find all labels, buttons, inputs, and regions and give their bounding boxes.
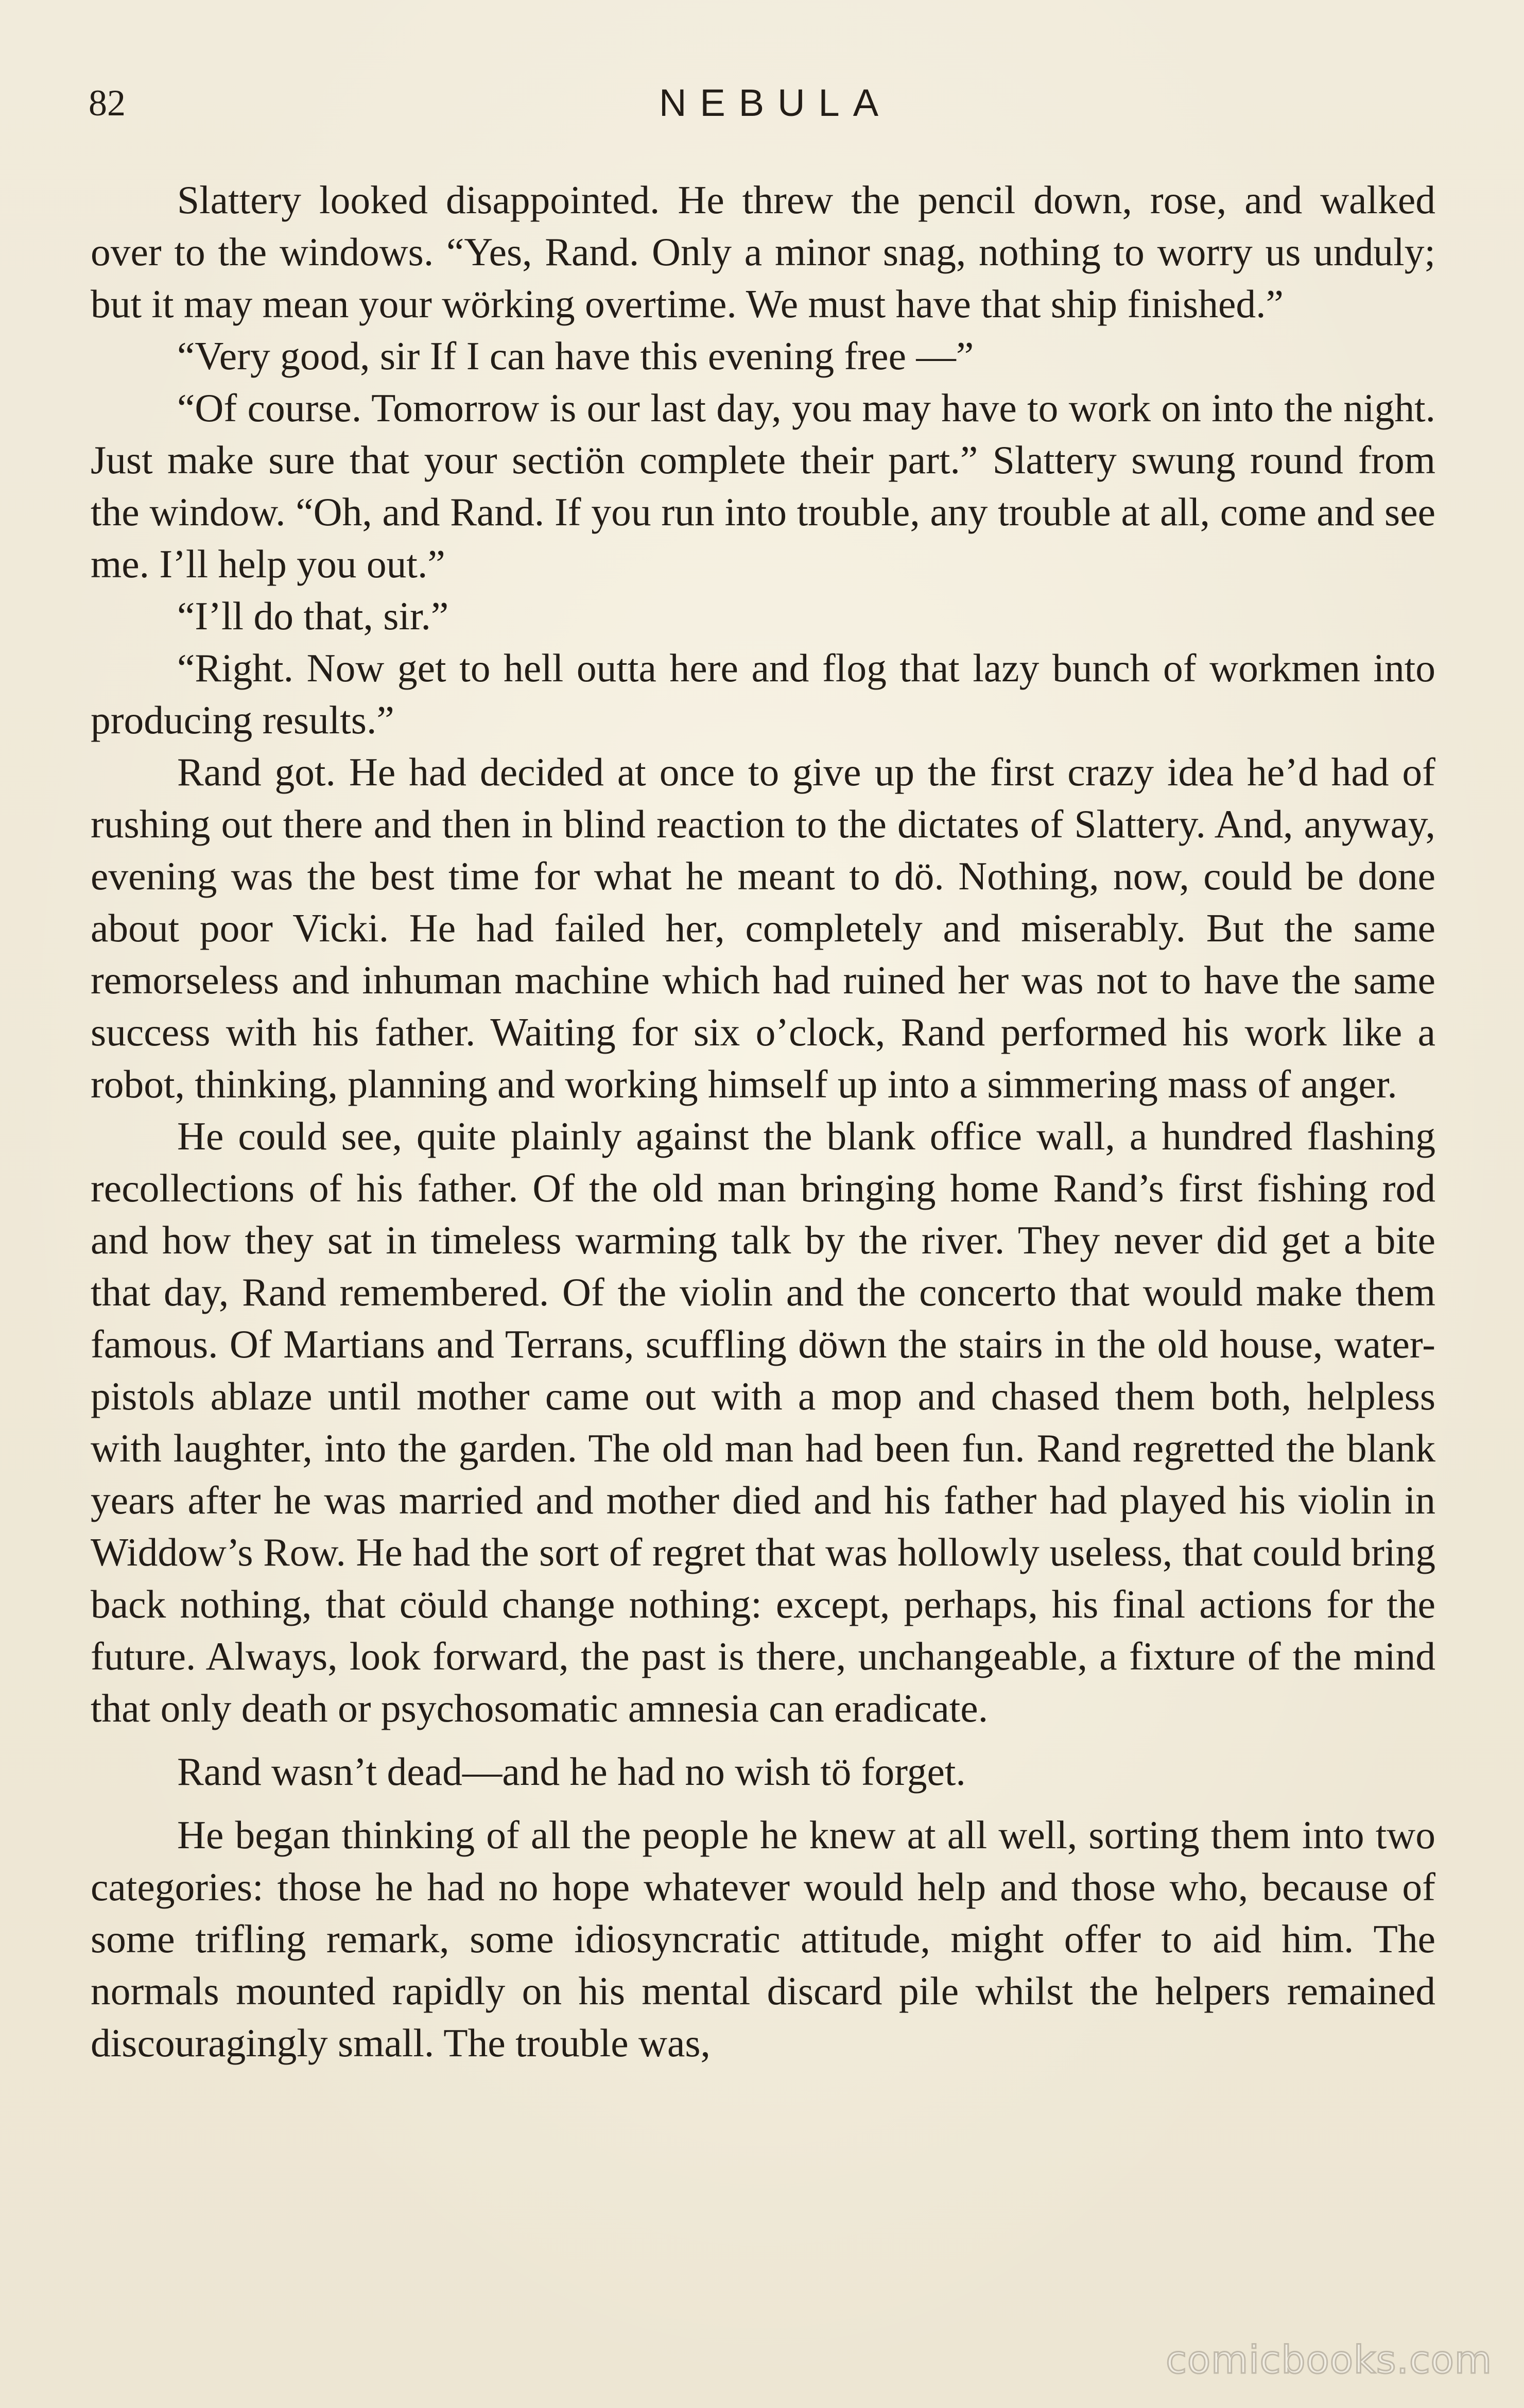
paragraph: “I’ll do that, sir.” xyxy=(177,594,449,638)
page-header xyxy=(89,77,1431,134)
watermark: comicbooks.com xyxy=(1166,2338,1492,2382)
paragraph: “Of course. Tomorrow is our last day, you may have to work on into the night. Just make sure that your sectiön complete their part.” Slattery swung round from the window. “Oh, and Rand. If you run into trouble, any trouble at all, come and see me. I’ll help you out.” xyxy=(91,386,1435,586)
paragraph: Rand wasn’t dead—and he had no wish tö forget. xyxy=(177,1749,966,1794)
paragraph: Rand got. He had decided at once to give up the first crazy idea he’d had of rushing out there and then in blind reaction to the dictates of Slattery. And, anyway, evening was the best time for what he meant to dö. Nothing, now, could be done about poor Vicki. He had failed her, completely and miserably. But the same remorseless and inhuman machine which had ruined her was not to have the same success with his father. Waiting for six o’clock, Rand performed his work like a robot, thinking, planning and working himself up into a simmering mass of anger. xyxy=(91,750,1435,1106)
paragraph: Slattery looked disappointed. He threw the pencil down, rose, and walked over to the windows. “Yes, Rand. Only a minor snag, nothing to worry us unduly; but it may mean your wörking overtime. We must have that ship finished.” xyxy=(91,178,1435,326)
paragraph: He could see, quite plainly against the blank office wall, a hundred flashing recollections of his father. Of the old man bringing home Rand’s first fishing rod and how they sat in timeless warming talk by the river. They never did get a bite that day, Rand remembered. Of the violin and the concerto that would make them famous. Of Martians and Terrans, scuffling döwn the stairs in the old house, water-pistols ablaze until mother came out with a mop and chased them both, helpless with laughter, into the garden. The old man had been fun. Rand regretted the blank years after he was married and mother died and his father had played his violin in Widdow’s Row. He had the sort of regret that was hollowly useless, that could bring back nothing, that cöuld change nothing: except, perhaps, his final actions for the future. Always, look forward, the past is there, unchangeable, a fixture of the mind that only death or psychosomatic amnesia can eradicate. xyxy=(91,1114,1435,1730)
running-title: NEBULA xyxy=(659,81,892,124)
paragraph: “Right. Now get to hell outta here and flog that lazy bunch of workmen into producing results.” xyxy=(91,646,1435,742)
paragraph: He began thinking of all the people he knew at all well, sorting them into two categories: those he had no hope whatever would help and those who, because of some trifling remark, some idiosyncratic attitude, might offer to aid him. The normals mounted rapidly on his mental discard pile whilst the helpers remained discouragingly small. The trouble was, xyxy=(91,1813,1435,2065)
body-text xyxy=(91,174,1435,2069)
page-number: 82 xyxy=(89,82,126,124)
paragraph: “Very good, sir If I can have this evening free —” xyxy=(177,334,974,378)
